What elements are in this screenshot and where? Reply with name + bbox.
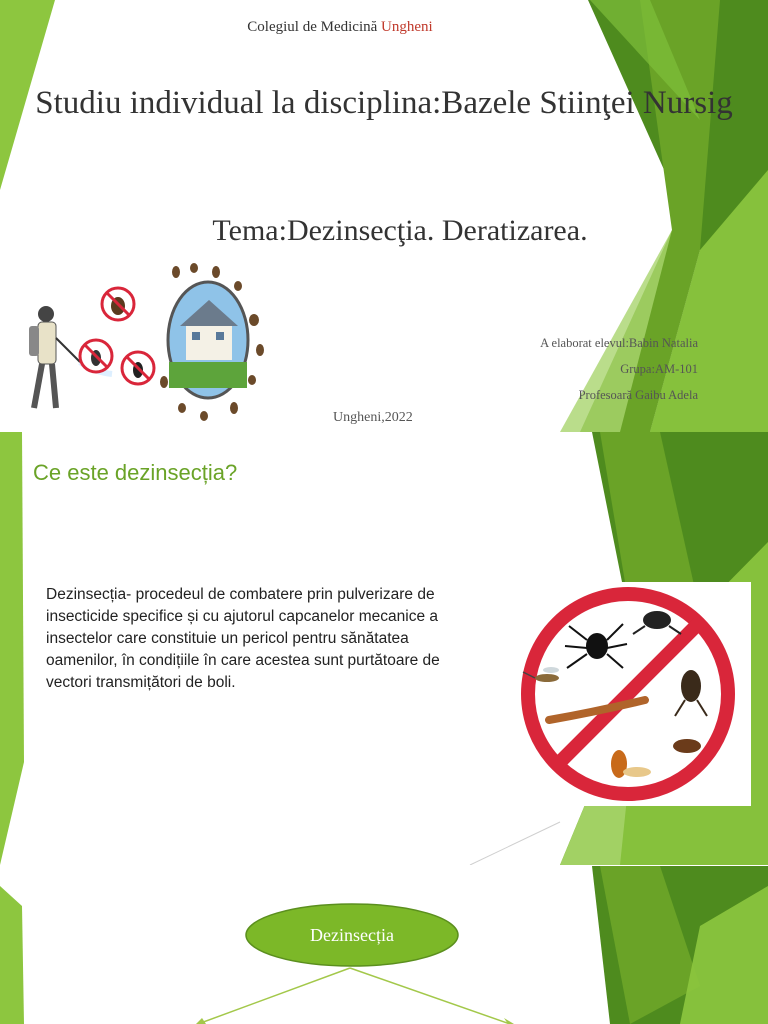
presentation-title: Studiu individual la disciplina:Bazele Stiinţei Nursig <box>35 85 733 121</box>
teacher-line: Profesoară Gaibu Adela <box>578 388 698 402</box>
no-ant-sign <box>122 352 154 384</box>
cockroach-icon <box>673 739 701 753</box>
no-insects-image <box>505 582 751 806</box>
connector-left <box>198 968 350 1024</box>
definition-slide <box>0 432 768 865</box>
presentation-topic: Tema:Dezinsecţia. Deratizarea. <box>212 214 588 247</box>
section-heading: Ce este dezinsecția? <box>33 460 238 485</box>
connector-right <box>350 968 510 1024</box>
dezinsectia-node[interactable]: Dezinsecția <box>310 925 394 945</box>
author-line: A elaborat elevul:Babin Natalia <box>540 336 698 350</box>
group-line: Grupa:AM-101 <box>620 362 698 376</box>
college-name: Colegiul de Medicină Ungheni <box>247 19 433 35</box>
author-credits <box>540 330 698 408</box>
place-date: Ungheni,2022 <box>333 410 413 425</box>
pest-control-collage <box>16 262 274 430</box>
definition-text: Dezinsecția- procedeul de combatere prin pulverizare de insecticide specifice și cu ajutorul capcanelor mecanice a insectelor care constituie un pericol pentru sănătatea oamenilor, în condițiile în care acestea sunt purtătoare de vectori transmițători de boli. <box>46 586 440 691</box>
no-mosquito-sign <box>80 340 112 372</box>
title-slide <box>0 0 768 432</box>
house-illustration <box>168 282 248 398</box>
no-insect-sign <box>102 288 134 320</box>
